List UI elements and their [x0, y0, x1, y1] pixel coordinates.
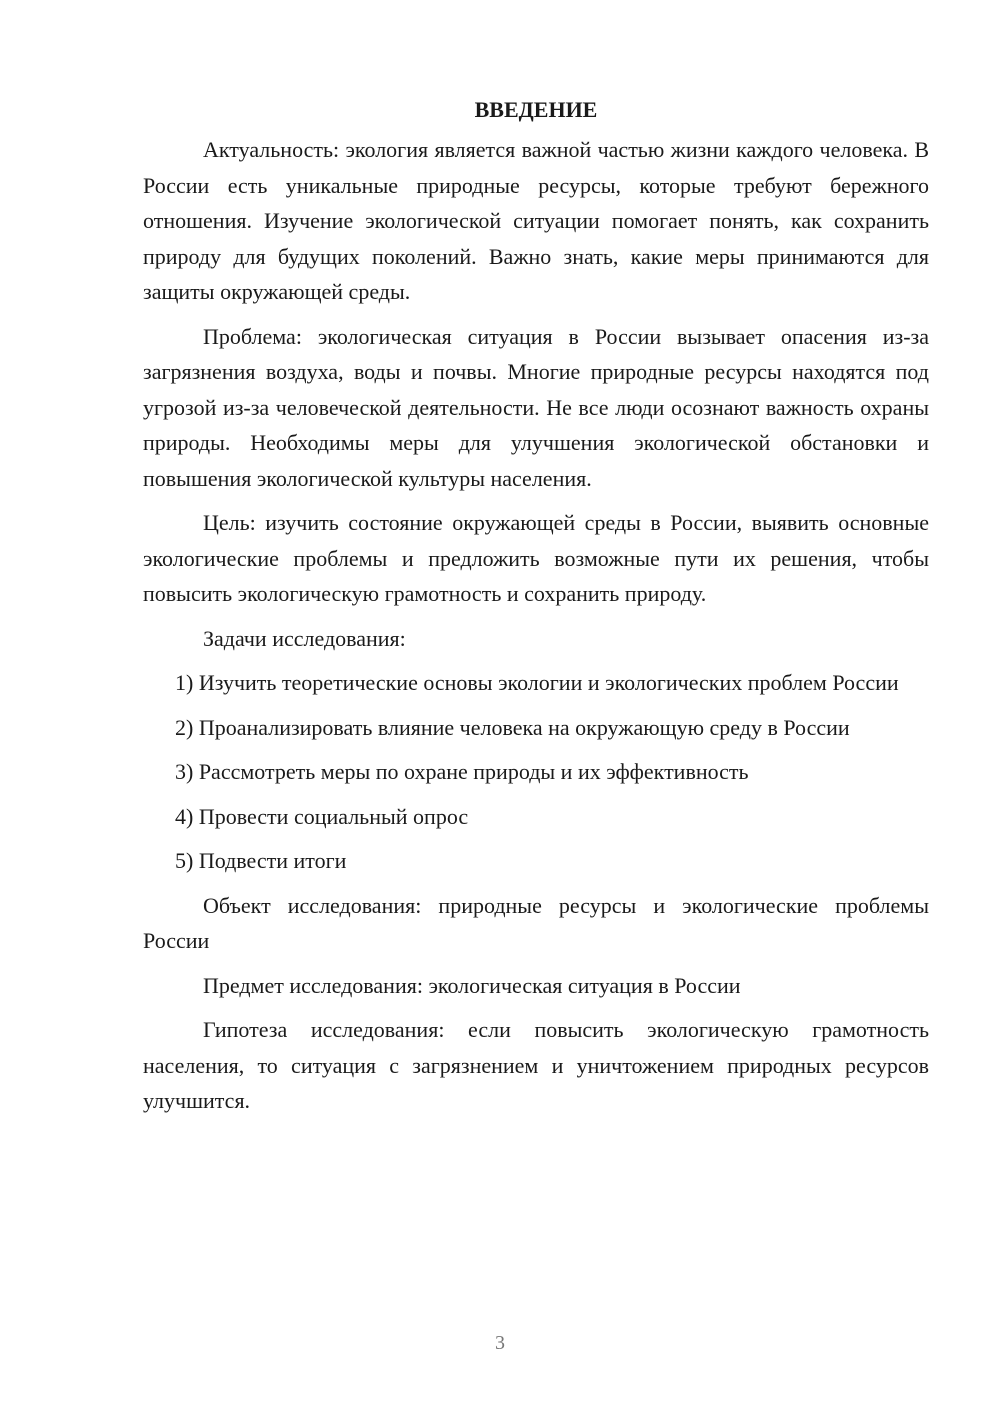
tasks-heading: Задачи исследования:: [203, 625, 406, 651]
relevance-paragraph: Актуальность: экология является важной частью жизни каждого человека. В России есть уникальные природные ресурсы, которые требуют бережного отношения. Изучение экологической ситуации помогает понять, как сохранить природу для будущих поколений. Важно знать, какие меры принимаются для защиты окружающей среды.: [143, 137, 929, 304]
problem-paragraph: Проблема: экологическая ситуация в России вызывает опасения из-за загрязнения воздуха, воды и почвы. Многие природные ресурсы находятся под угрозой из-за человеческой деятельности. Не все люди осознают важность охраны природы. Необходимы меры для улучшения экологической обстановки и повышения экологической культуры населения.: [143, 323, 929, 491]
page-number: 3: [495, 1332, 505, 1354]
document-page: [143, 92, 929, 1128]
goal-paragraph: Цель: изучить состояние окружающей среды в России, выявить основные экологические проблемы и предложить возможные пути их решения, чтобы повысить экологическую грамотность и сохранить природу.: [143, 510, 929, 606]
task-item: 4) Провести социальный опрос: [175, 803, 469, 829]
task-item: 5) Подвести итоги: [175, 848, 347, 873]
task-item: 2) Проанализировать влияние человека на окружающую среду в России: [175, 714, 850, 740]
task-item: 3) Рассмотреть меры по охране природы и их эффективность: [175, 759, 749, 784]
subject-paragraph: Предмет исследования: экологическая ситуация в России: [203, 972, 741, 998]
page-title: ВВЕДЕНИЕ: [474, 97, 598, 122]
task-item: 1) Изучить теоретические основы экологии и экологических проблем России: [175, 670, 899, 695]
object-paragraph: Объект исследования: природные ресурсы и экологические проблемы России: [143, 892, 929, 953]
hypothesis-paragraph: Гипотеза исследования: если повысить экологическую грамотность населения, то ситуация с загрязнением и уничтожением природных ресурсов улучшится.: [143, 1017, 929, 1113]
